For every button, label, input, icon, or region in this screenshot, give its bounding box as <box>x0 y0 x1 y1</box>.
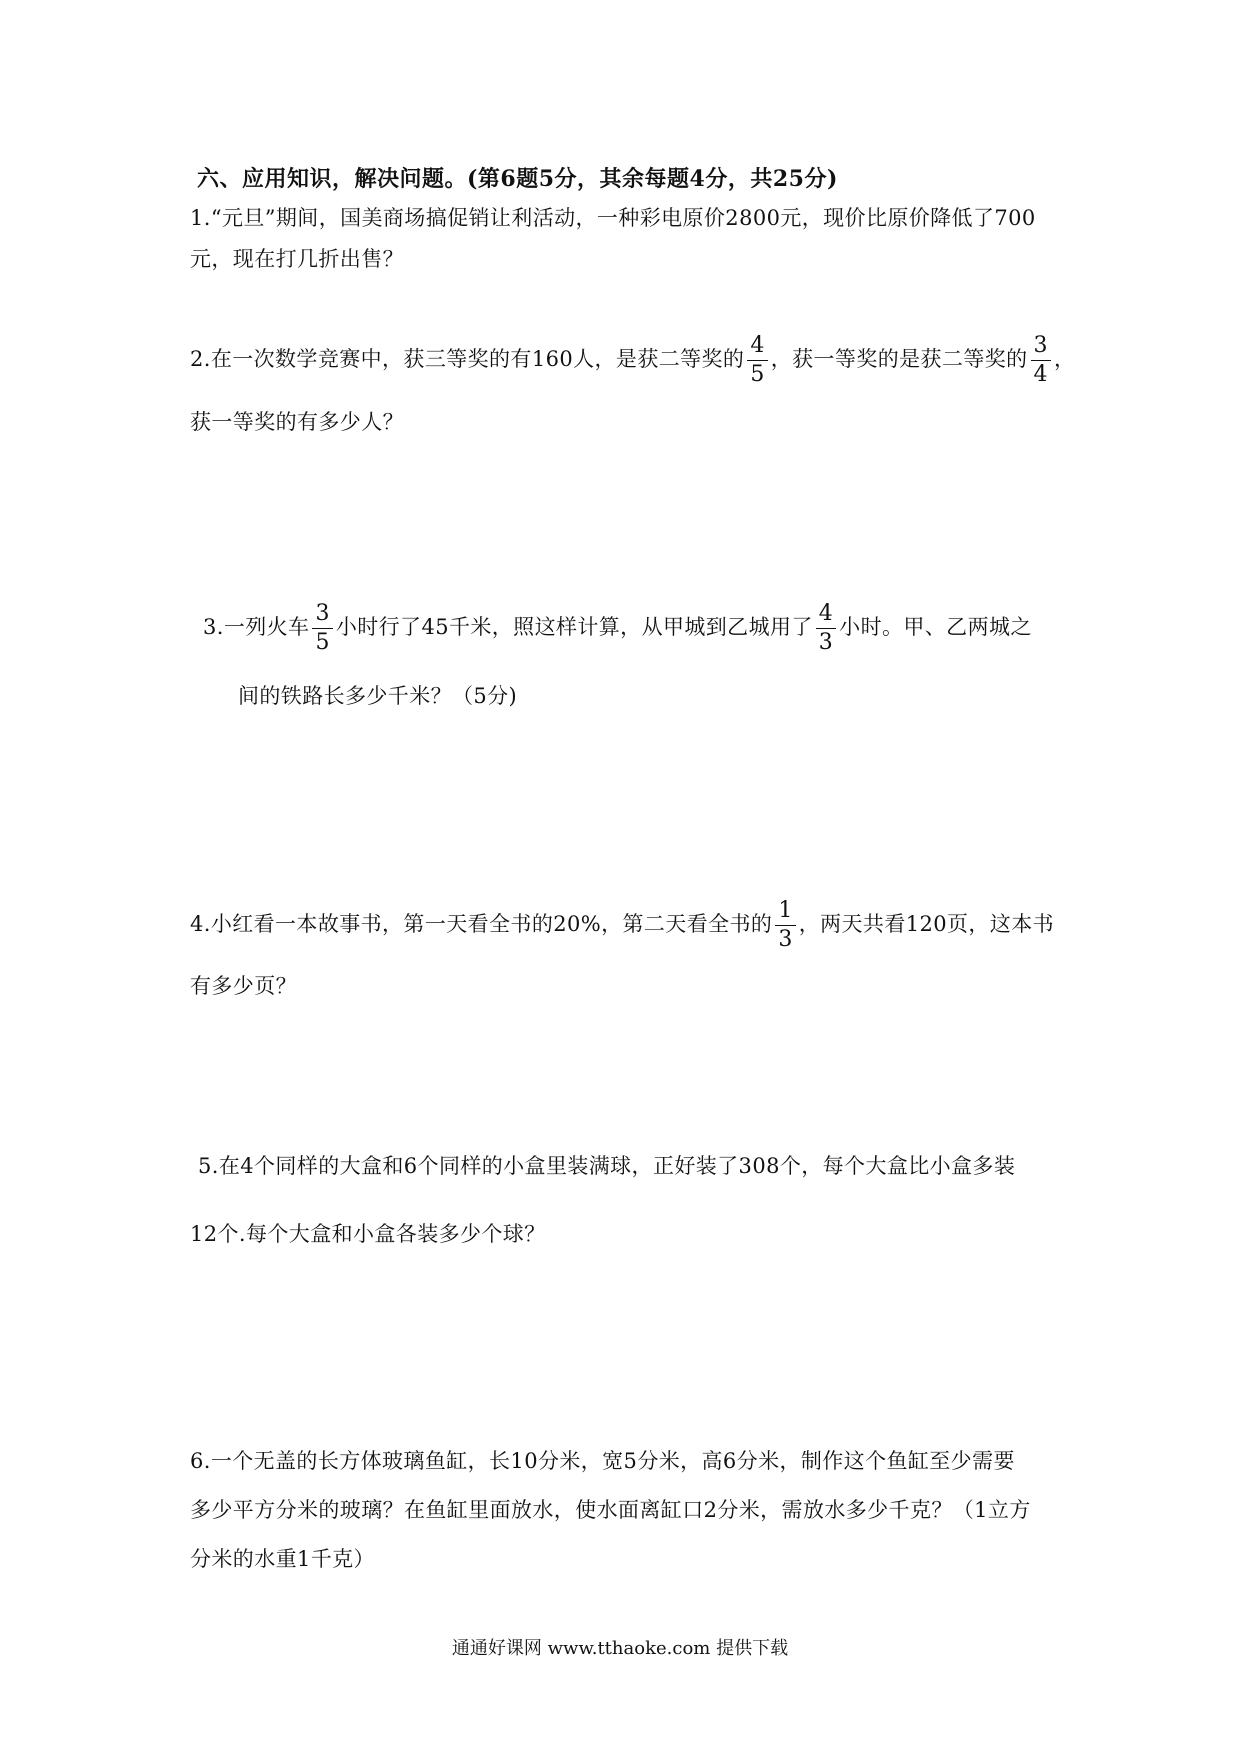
fraction-1-3 <box>775 900 795 951</box>
question-1-line-2: 元，现在打几折出售？ <box>190 247 404 271</box>
fraction-numerator: 4 <box>816 603 836 629</box>
question-2-line-2: 获一等奖的有多少人？ <box>190 410 404 434</box>
fraction-numerator: 4 <box>747 335 767 361</box>
question-1-line-1: 1.“元旦”期间，国美商场搞促销让利活动，一种彩电原价2800元，现价比原价降低了700 <box>190 206 1036 230</box>
fraction-denominator: 5 <box>315 630 330 655</box>
question-6-line-1: 6.一个无盖的长方体玻璃鱼缸，长10分米，宽5分米，高6分米，制作这个鱼缸至少需要 <box>190 1449 1015 1473</box>
fraction-denominator: 3 <box>818 630 834 655</box>
question-2-text-c: ， <box>1053 347 1076 371</box>
question-2-text-b: ，获一等奖的是获二等奖的 <box>770 347 1028 371</box>
question-6-line-2: 多少平方分米的玻璃？在鱼缸里面放水，使水面离缸口2分米，需放水多少千克？（1立方 <box>190 1498 1031 1522</box>
question-6-line-3: 分米的水重1千克） <box>190 1547 375 1571</box>
fraction-3-5 <box>312 603 332 654</box>
question-3-line-2: 间的铁路长多少千米？（5分) <box>238 684 518 708</box>
question-3-line-1 <box>203 603 1032 654</box>
question-4-text-a: 4.小红看一本故事书，第一天看全书的20%，第二天看全书的 <box>190 912 773 936</box>
question-3-text-a: 3.一列火车 <box>203 615 310 639</box>
section-title: 六、应用知识，解决问题。(第6题5分，其余每题4分，共25分) <box>197 166 838 192</box>
fraction-denominator: 4 <box>1033 362 1048 387</box>
fraction-3-4 <box>1031 335 1051 386</box>
question-4-line-2: 有多少页？ <box>190 974 297 998</box>
question-4-text-b: ，两天共看120页，这本书 <box>798 912 1055 936</box>
question-4-line-1 <box>190 900 1054 951</box>
question-2-line-1 <box>190 335 1075 386</box>
question-2-text-a: 2.在一次数学竞赛中，获三等奖的有160人，是获二等奖的 <box>190 347 745 371</box>
question-5-line-1: 5.在4个同样的大盒和6个同样的小盒里装满球，正好装了308个，每个大盒比小盒多装 <box>198 1154 1016 1178</box>
fraction-denominator: 5 <box>750 362 765 387</box>
fraction-4-5 <box>747 335 767 386</box>
question-5-line-2: 12个.每个大盒和小盒各装多少个球？ <box>190 1222 546 1246</box>
question-3-text-c: 小时。甲、乙两城之 <box>839 615 1032 639</box>
fraction-4-3 <box>816 603 836 654</box>
fraction-numerator: 3 <box>1031 335 1051 361</box>
fraction-numerator: 3 <box>312 603 332 629</box>
fraction-denominator: 3 <box>778 927 793 952</box>
question-3-text-b: 小时行了45千米，照这样计算，从甲城到乙城用了 <box>335 615 813 639</box>
footer-download-note: 通通好课网 www.tthaoke.com 提供下载 <box>451 1638 789 1659</box>
fraction-numerator: 1 <box>775 900 795 926</box>
